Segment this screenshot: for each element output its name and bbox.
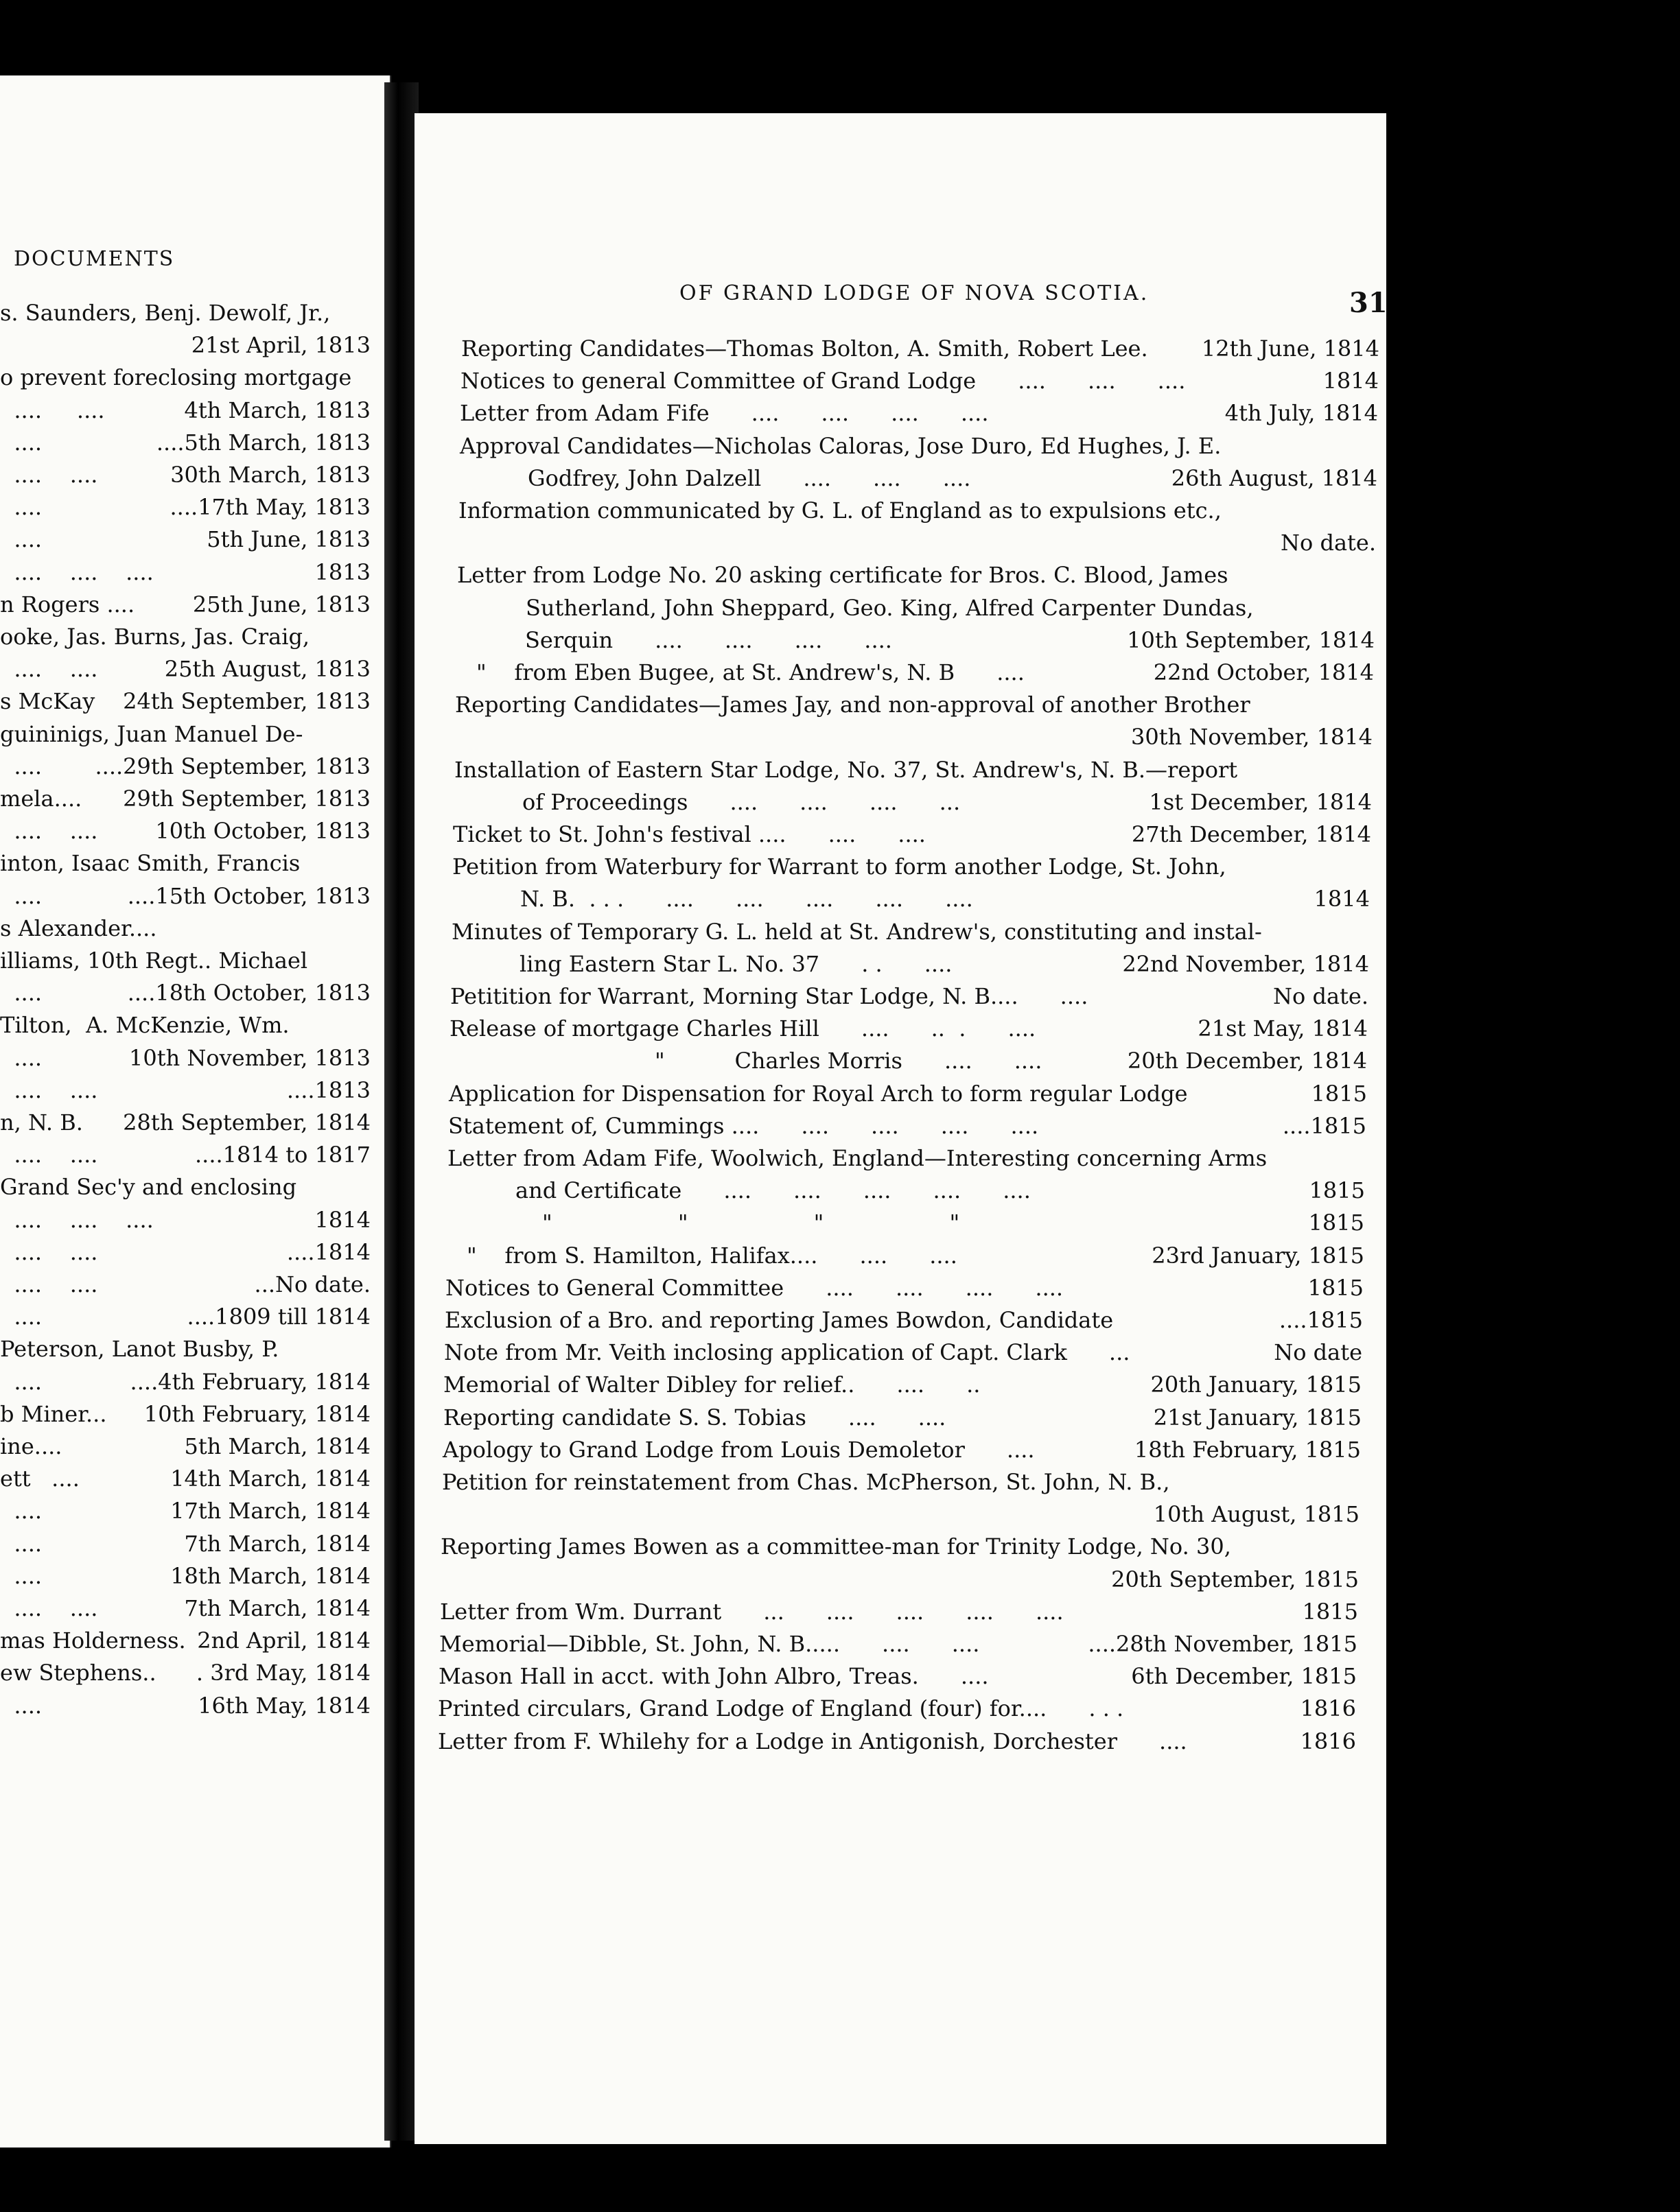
left-entry-text: Tilton, A. McKenzie, Wm. xyxy=(0,1012,290,1039)
entry-description: Memorial of Walter Dibley for relief.. .... .. xyxy=(443,1372,981,1398)
entry-description: Information communicated by G. L. of England as to expulsions etc., xyxy=(458,497,1222,523)
entry-description: ling Eastern Star L. No. 37 . . .... xyxy=(520,950,953,977)
entry-description: Reporting candidate S. S. Tobias .... .... xyxy=(443,1404,946,1431)
entry-description: Statement of, Cummings .... .... .... .... .... xyxy=(448,1112,1039,1139)
left-entry-date: ....29th September, 1813 xyxy=(95,753,371,779)
entry-description: Note from Mr. Veith inclosing application of Capt. Clark ... xyxy=(444,1339,1130,1366)
left-entry-date: 2nd April, 1814 xyxy=(197,1627,371,1654)
left-entry-date: 10th November, 1813 xyxy=(129,1044,371,1071)
entry-description: Ticket to St. John's festival .... .... .... xyxy=(453,821,926,847)
entry-date: 1815 xyxy=(1307,1274,1364,1301)
left-entry-date: 24th September, 1813 xyxy=(123,688,371,715)
left-entry-date: 25th August, 1813 xyxy=(164,656,371,683)
entry-description: Application for Dispensation for Royal Arch to form regular Lodge xyxy=(449,1080,1188,1107)
entry-description: Installation of Eastern Star Lodge, No. 37, St. Andrew's, N. B.—report xyxy=(454,756,1238,783)
document-entry xyxy=(452,885,1370,913)
right-page-header: OF GRAND LODGE OF NOVA SCOTIA. xyxy=(679,281,1150,305)
document-entry xyxy=(461,335,1379,362)
document-entry xyxy=(452,918,1370,945)
entry-description: Godfrey, John Dalzell .... .... .... xyxy=(528,464,971,491)
left-entry-text: guininigs, Juan Manuel De- xyxy=(0,720,303,747)
document-entry xyxy=(459,464,1377,492)
document-entry xyxy=(448,1112,1366,1140)
entry-date: No date. xyxy=(1281,530,1376,556)
left-entry-date: 14th March, 1814 xyxy=(170,1466,371,1492)
left-entry-date: ....1813 xyxy=(286,1076,371,1103)
entry-date: 10th September, 1814 xyxy=(1127,626,1375,653)
entry-date: 1815 xyxy=(1308,1210,1364,1236)
entry-description: of Proceedings .... .... .... ... xyxy=(522,788,961,815)
entry-description: Reporting Candidates—Thomas Bolton, A. Smith, Robert Lee. xyxy=(461,336,1148,362)
left-entry-text: .... .... xyxy=(0,818,98,845)
entry-description: " from Eben Bugee, at St. Andrew's, N. B .... xyxy=(476,659,1025,685)
left-entry-text: ew Stephens.. xyxy=(0,1660,156,1686)
left-entry-text: .... xyxy=(0,1530,43,1557)
document-entry xyxy=(441,1501,1360,1528)
left-entry-date: 10th October, 1813 xyxy=(155,818,371,845)
entry-description: Apology to Grand Lodge from Louis Demoletor .... xyxy=(443,1436,1035,1463)
entry-date: 26th August, 1814 xyxy=(1171,464,1377,491)
left-entry-date: 21st April, 1813 xyxy=(191,332,371,359)
left-entry-text: .... .... xyxy=(0,1142,98,1168)
entry-date: 20th September, 1815 xyxy=(1111,1566,1359,1592)
entry-date: 1815 xyxy=(1302,1598,1358,1625)
entry-date: 1815 xyxy=(1311,1080,1367,1107)
entry-description: Petition from Waterbury for Warrant to form another Lodge, St. John, xyxy=(452,854,1226,880)
entry-date: 10th August, 1815 xyxy=(1153,1501,1360,1528)
left-entry-date: ....1814 to 1817 xyxy=(194,1142,371,1168)
document-entry xyxy=(438,1728,1356,1755)
entry-description: " from S. Hamilton, Halifax.... .... .... xyxy=(467,1242,957,1269)
entry-date: 1816 xyxy=(1300,1728,1356,1754)
left-entry-text: .... .... xyxy=(0,1238,98,1265)
entry-date: 23rd January, 1815 xyxy=(1152,1242,1364,1269)
entry-date: 30th November, 1814 xyxy=(1131,724,1373,751)
entry-description: Reporting James Bowen as a committee-man for Trinity Lodge, No. 30, xyxy=(441,1533,1231,1560)
book-gutter xyxy=(384,82,419,2141)
left-entry-text: .... xyxy=(0,526,43,553)
entry-date: 6th December, 1815 xyxy=(1131,1663,1357,1690)
document-entry xyxy=(438,1695,1356,1722)
entry-description: Letter from Adam Fife, Woolwich, England—Interesting concerning Arms xyxy=(447,1145,1268,1171)
entry-description: Mason Hall in acct. with John Albro, Treas. .... xyxy=(439,1663,989,1690)
document-entry xyxy=(443,1436,1361,1463)
left-entry-text: .... .... .... xyxy=(0,558,154,585)
entry-description: Notices to General Committee .... .... .... .... xyxy=(445,1274,1064,1301)
left-entry-text: .... xyxy=(0,980,43,1007)
left-entry-date: 25th June, 1813 xyxy=(192,591,371,617)
document-entry xyxy=(449,1080,1367,1107)
left-entry-text: .... xyxy=(0,1498,43,1525)
entry-date: 4th July, 1814 xyxy=(1224,400,1378,427)
entry-date: 1814 xyxy=(1322,368,1379,395)
left-entry-date: 28th September, 1814 xyxy=(123,1109,371,1136)
left-page-header: DOCUMENTS xyxy=(14,247,175,271)
document-entry xyxy=(446,1209,1364,1236)
left-entry-text: s. Saunders, Benj. Dewolf, Jr., xyxy=(0,300,331,326)
left-entry-text: s Alexander.... xyxy=(0,915,157,941)
entry-description: Petition for reinstatement from Chas. McPherson, St. John, N. B., xyxy=(442,1469,1170,1495)
document-entry xyxy=(458,529,1376,556)
document-entry xyxy=(446,1242,1364,1269)
left-entry-date: ...No date. xyxy=(254,1271,371,1297)
entry-description: Letter from Adam Fife .... .... .... .... xyxy=(460,400,989,427)
left-entry-text: .... xyxy=(0,1304,43,1330)
left-entry-text: .... xyxy=(0,1562,43,1589)
entry-date: 1815 xyxy=(1309,1177,1365,1204)
entry-date: 1st December, 1814 xyxy=(1149,788,1372,815)
document-entry xyxy=(439,1630,1357,1658)
entry-date: 1814 xyxy=(1314,886,1370,913)
left-entry-text: mas Holderness. xyxy=(0,1627,186,1654)
document-entry xyxy=(456,626,1375,654)
left-entry-text: .... .... xyxy=(0,397,105,423)
left-entry-date: 1813 xyxy=(314,558,371,585)
document-entry xyxy=(445,1306,1363,1334)
entry-description: Letter from F. Whilehy for a Lodge in Antigonish, Dorchester .... xyxy=(438,1728,1187,1754)
left-entry-date: ....5th March, 1813 xyxy=(156,429,371,456)
document-entry xyxy=(454,723,1373,751)
left-entry-text: .... .... xyxy=(0,656,98,683)
entry-date: 22nd October, 1814 xyxy=(1153,659,1374,685)
entry-date: 20th December, 1814 xyxy=(1127,1048,1367,1074)
document-entry xyxy=(458,497,1377,524)
entry-description: Release of mortgage Charles Hill .... .. . .... xyxy=(450,1015,1036,1042)
left-entry-text: .... xyxy=(0,1368,43,1395)
left-entry-text: .... .... xyxy=(0,1271,98,1297)
document-entry xyxy=(450,1015,1368,1042)
left-entry-date: . 3rd May, 1814 xyxy=(196,1660,371,1686)
document-entry xyxy=(443,1371,1362,1398)
document-entry xyxy=(445,1274,1364,1302)
document-entry xyxy=(451,950,1369,978)
left-entry-text: .... .... xyxy=(0,1595,98,1621)
document-entry xyxy=(460,399,1378,427)
left-entry-date: 4th March, 1813 xyxy=(184,397,371,423)
entry-description: Letter from Lodge No. 20 asking certificate for Bros. C. Blood, James xyxy=(457,562,1228,589)
entry-description: Serquin .... .... .... .... xyxy=(525,626,892,653)
left-entry-date: 29th September, 1813 xyxy=(123,786,371,812)
left-entry-date: ....15th October, 1813 xyxy=(127,882,371,909)
document-entry xyxy=(440,1598,1358,1625)
entry-date: ....1815 xyxy=(1279,1307,1363,1333)
entry-date: 12th June, 1814 xyxy=(1201,336,1379,362)
left-entry-text: .... .... .... xyxy=(0,1206,154,1233)
left-entry-date: ....4th February, 1814 xyxy=(130,1368,371,1395)
entry-description: Approval Candidates—Nicholas Caloras, Jose Duro, Ed Hughes, J. E. xyxy=(460,432,1222,459)
entry-description: Printed circulars, Grand Lodge of England (four) for.... . . . xyxy=(438,1695,1124,1722)
left-entry-date: 5th June, 1813 xyxy=(207,526,371,553)
entry-description: Reporting Candidates—James Jay, and non-approval of another Brother xyxy=(455,692,1250,718)
left-entry-date: 10th February, 1814 xyxy=(143,1400,371,1427)
entry-date: 20th January, 1815 xyxy=(1150,1372,1362,1398)
document-entry xyxy=(449,1047,1367,1074)
entry-description: " " " " xyxy=(542,1210,960,1236)
left-entry-text: .... xyxy=(0,494,43,521)
left-entry-text: s McKay xyxy=(0,688,95,715)
entry-date: No date xyxy=(1274,1339,1362,1366)
entry-description: Sutherland, John Sheppard, Geo. King, Alfred Carpenter Dundas, xyxy=(526,594,1254,621)
left-entry-text: ooke, Jas. Burns, Jas. Craig, xyxy=(0,624,310,650)
left-entry-text: inton, Isaac Smith, Francis xyxy=(0,850,301,877)
entry-date: 21st May, 1814 xyxy=(1198,1015,1368,1042)
document-entry xyxy=(455,691,1373,718)
document-entry xyxy=(460,432,1378,460)
left-entry-text: ett .... xyxy=(0,1466,80,1492)
left-entry-text: mela.... xyxy=(0,786,82,812)
left-entry-text: Peterson, Lanot Busby, P. xyxy=(0,1336,279,1363)
left-entry-date: 7th March, 1814 xyxy=(184,1530,371,1557)
entry-description: Petitition for Warrant, Morning Star Lodge, N. B.... .... xyxy=(450,983,1088,1009)
left-entry-text: illiams, 10th Regt.. Michael xyxy=(0,948,308,974)
entry-description: Exclusion of a Bro. and reporting James Bowdon, Candidate xyxy=(445,1307,1114,1333)
left-entry-date: 30th March, 1813 xyxy=(170,462,371,488)
left-entry-text: .... .... xyxy=(0,462,98,488)
document-entry xyxy=(457,561,1375,589)
left-entry-date: ....17th May, 1813 xyxy=(170,494,371,521)
left-entry-date: 16th May, 1814 xyxy=(198,1692,371,1719)
entry-date: 1816 xyxy=(1300,1695,1356,1722)
left-entry-date: 1814 xyxy=(314,1206,371,1233)
left-entry-text: .... xyxy=(0,1692,43,1719)
document-entry xyxy=(460,367,1379,395)
document-entry xyxy=(441,1566,1359,1593)
left-entry-date: 18th March, 1814 xyxy=(170,1562,371,1589)
entry-description: " Charles Morris .... .... xyxy=(655,1048,1042,1074)
entry-date: 18th February, 1815 xyxy=(1134,1436,1361,1463)
left-entry-text: .... xyxy=(0,1044,43,1071)
document-entry xyxy=(450,983,1368,1010)
document-entry xyxy=(452,853,1370,880)
document-entry xyxy=(454,788,1372,816)
left-entry-text: Grand Sec'y and enclosing xyxy=(0,1174,297,1201)
entry-description: Minutes of Temporary G. L. held at St. Andrew's, constituting and instal- xyxy=(452,918,1262,945)
document-entry xyxy=(454,756,1373,784)
left-entry-text: n, N. B. xyxy=(0,1109,83,1136)
document-entry xyxy=(447,1177,1365,1204)
document-entry xyxy=(456,659,1374,686)
document-entry xyxy=(453,821,1371,848)
entry-description: Memorial—Dibble, St. John, N. B..... .... .... xyxy=(439,1631,980,1657)
left-entry-text: b Miner... xyxy=(0,1400,107,1427)
entry-date: 27th December, 1814 xyxy=(1131,821,1371,847)
entry-date: ....1815 xyxy=(1282,1112,1366,1139)
document-entry xyxy=(444,1339,1362,1366)
left-entry-text: .... xyxy=(0,429,43,456)
left-entry-date: 17th March, 1814 xyxy=(170,1498,371,1525)
left-entry-date: ....18th October, 1813 xyxy=(127,980,371,1007)
entry-description: N. B. . . . .... .... .... .... .... xyxy=(520,886,973,913)
left-entry-text: o prevent foreclosing mortgage xyxy=(0,364,352,391)
left-entry-date: 7th March, 1814 xyxy=(184,1595,371,1621)
entry-date: 21st January, 1815 xyxy=(1153,1404,1362,1431)
entry-description: Letter from Wm. Durrant ... .... .... .... .... xyxy=(440,1598,1064,1625)
left-entry-date: ....1814 xyxy=(286,1238,371,1265)
document-entry xyxy=(442,1468,1360,1496)
page-number: 31 xyxy=(1349,287,1388,319)
left-entry-text: .... xyxy=(0,753,43,779)
document-entry xyxy=(443,1404,1362,1431)
entry-date: 22nd November, 1814 xyxy=(1122,950,1369,977)
entry-date: No date. xyxy=(1273,983,1368,1009)
document-entry xyxy=(457,594,1375,622)
entry-description: Notices to general Committee of Grand Lodge .... .... .... xyxy=(460,368,1186,395)
left-entry-date: 5th March, 1814 xyxy=(184,1433,371,1459)
left-entry-text: .... .... xyxy=(0,1076,98,1103)
document-entry xyxy=(447,1144,1366,1172)
left-entry-text: n Rogers .... xyxy=(0,591,135,617)
left-entry-text: .... xyxy=(0,882,43,909)
left-entry-date: ....1809 till 1814 xyxy=(187,1304,371,1330)
document-entry xyxy=(439,1662,1357,1690)
entry-date: ....28th November, 1815 xyxy=(1088,1631,1357,1657)
left-entry-text: ine.... xyxy=(0,1433,62,1459)
entry-description: and Certificate .... .... .... .... .... xyxy=(515,1177,1031,1204)
document-entry xyxy=(441,1533,1359,1560)
